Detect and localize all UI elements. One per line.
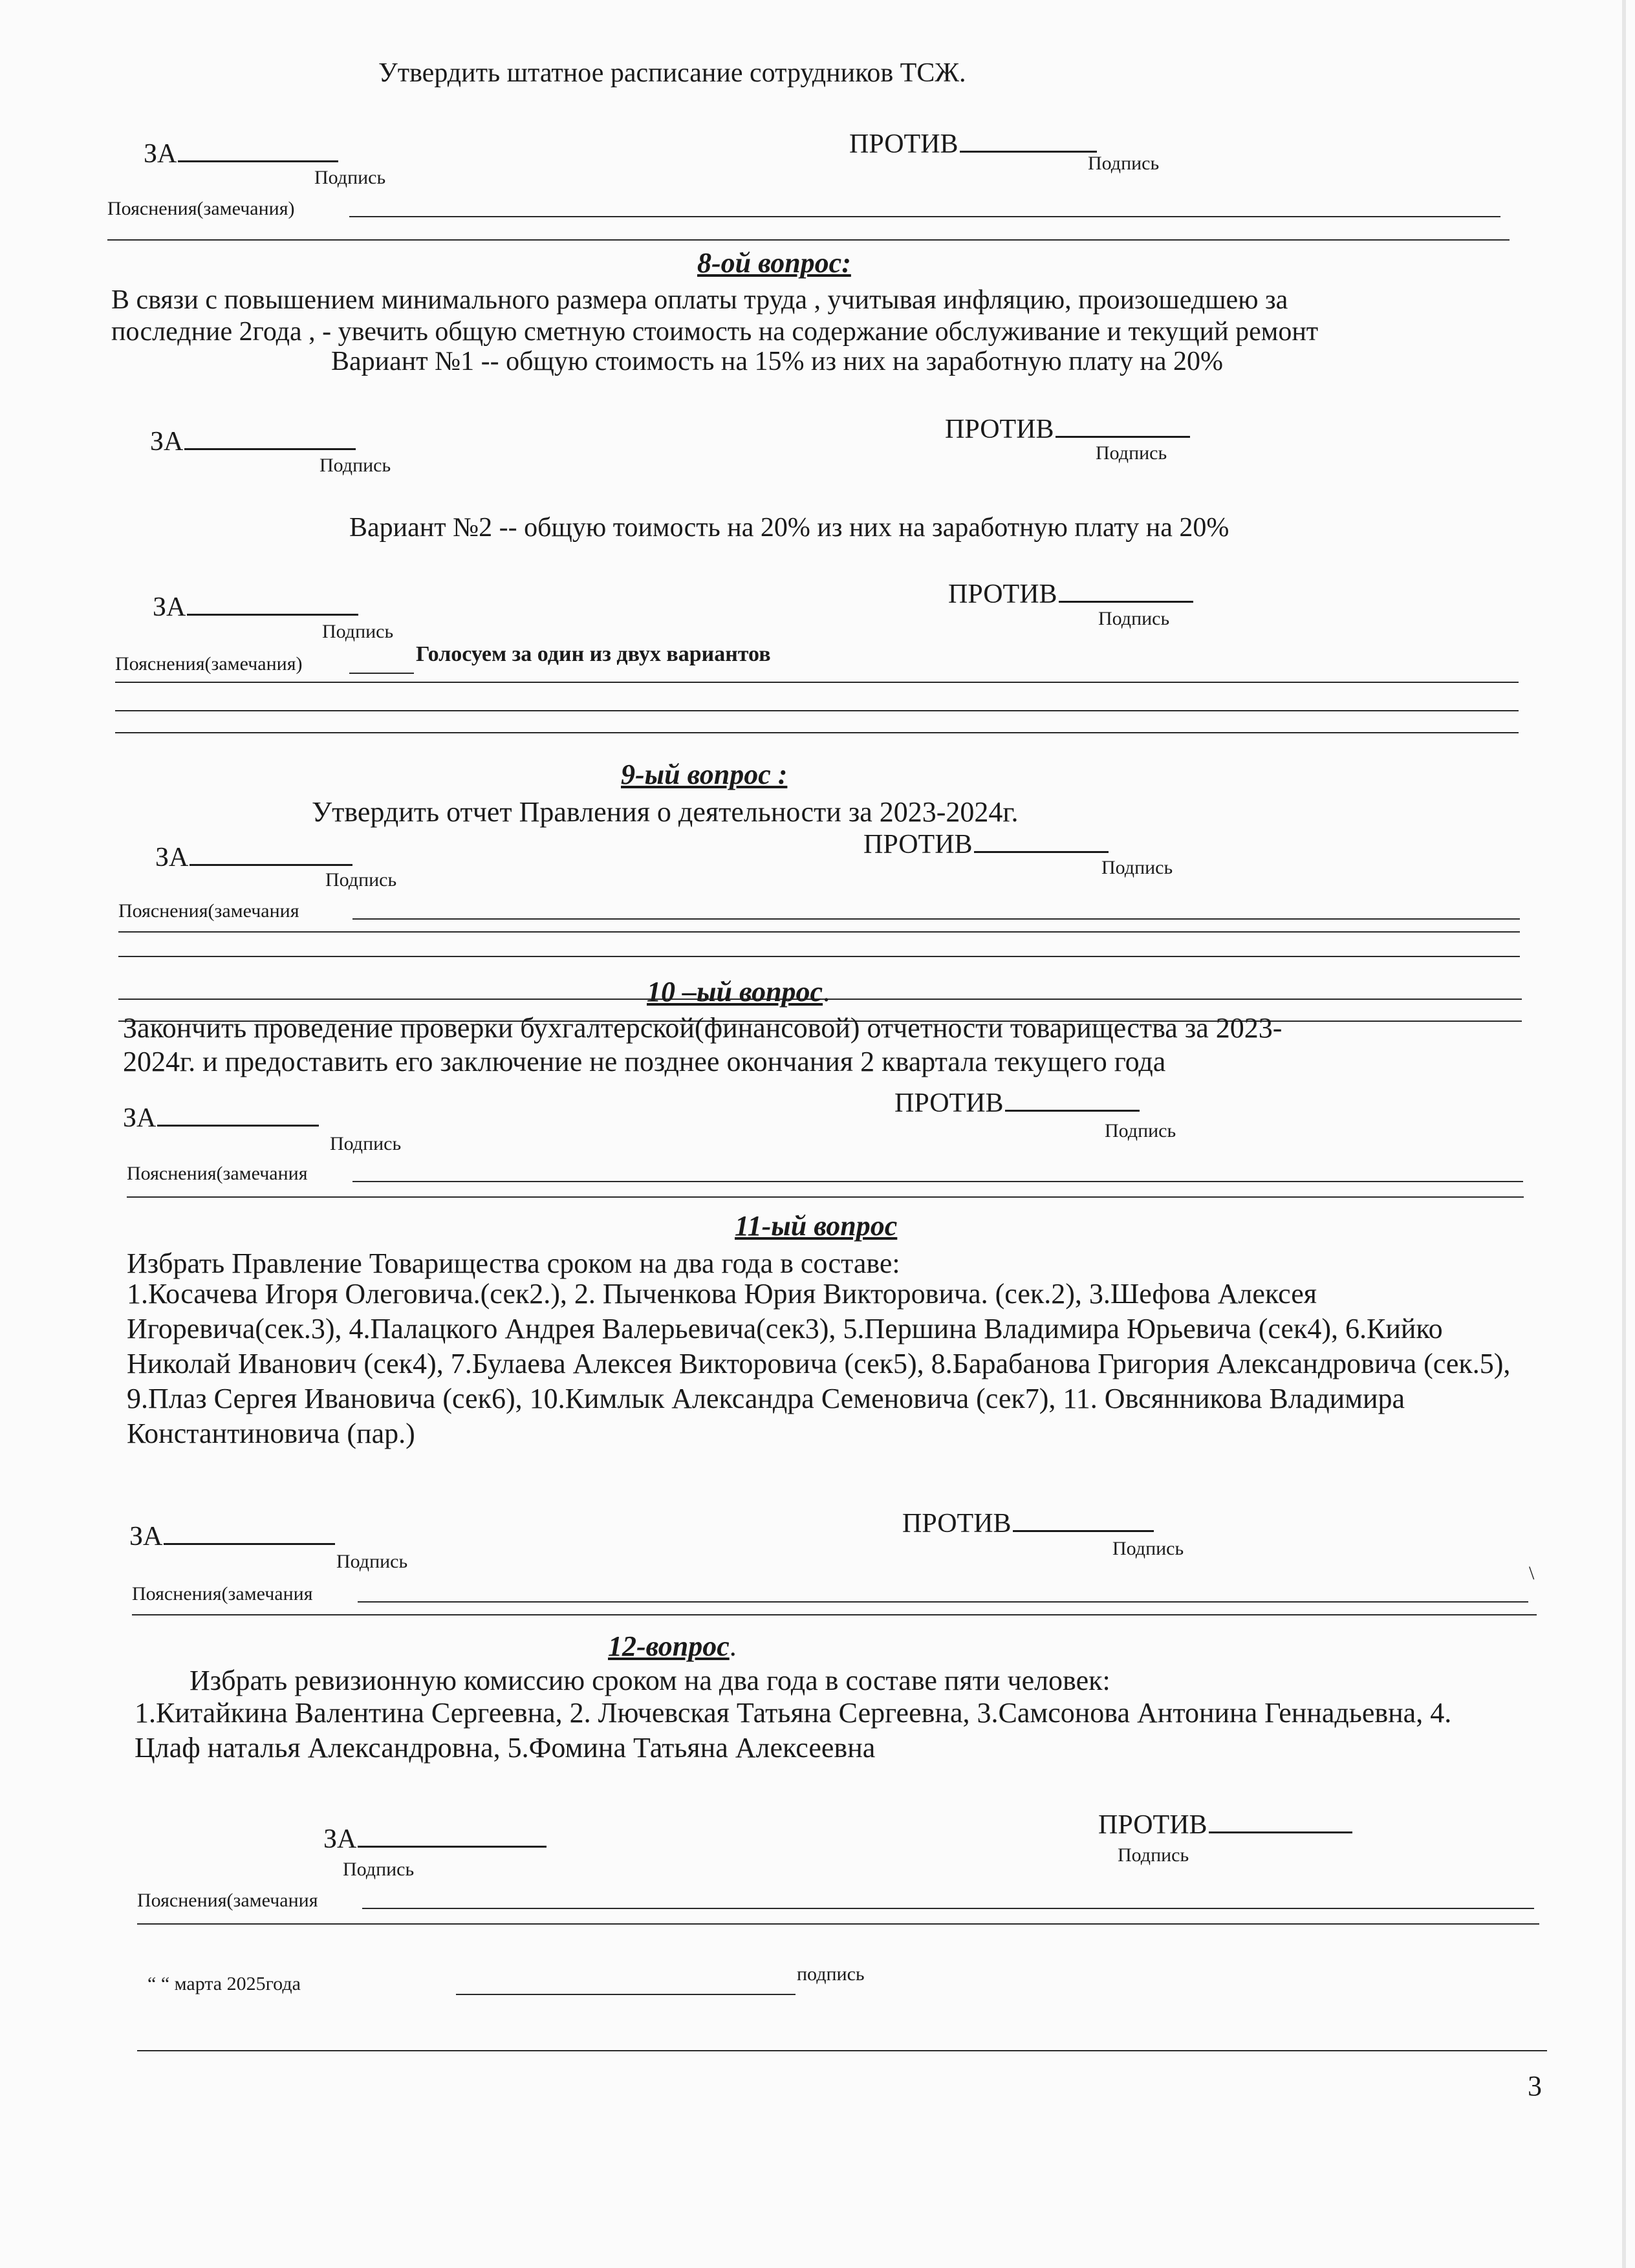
za-label: ЗА <box>323 1824 357 1854</box>
q11-notes-line[interactable] <box>358 1601 1528 1603</box>
q10-notes-line[interactable] <box>352 1181 1523 1182</box>
q8-line1: В связи с повышением минимального размера оплаты труда , учитывая инфляцию, произошедшею за <box>111 285 1288 315</box>
q9-notes-line[interactable] <box>352 918 1520 920</box>
za-label: ЗА <box>123 1103 157 1133</box>
q9-notes-line-2[interactable] <box>118 931 1520 933</box>
protiv-signature-line[interactable] <box>1059 578 1193 603</box>
za-signature-line[interactable] <box>358 1822 547 1848</box>
q9-protiv <box>863 828 1109 858</box>
q8-notes-line[interactable] <box>115 682 1519 683</box>
top-notes-label: Пояснения(замечания) <box>107 198 295 219</box>
q8-variant1: Вариант №1 -- общую стоимость на 15% из них на заработную плату на 20% <box>331 347 1223 376</box>
q10-notes-label: Пояснения(замечания <box>127 1163 308 1184</box>
za-signature-line[interactable] <box>157 1101 319 1127</box>
footer-signature-label: подпись <box>797 1963 865 1985</box>
top-notes-line[interactable] <box>349 216 1500 217</box>
q11-backslash-mark: \ <box>1529 1562 1535 1584</box>
za-signature-line[interactable] <box>184 425 356 450</box>
protiv-label: ПРОТИВ <box>863 830 973 859</box>
q12-members: 1.Китайкина Валентина Сергеевна, 2. Лючевская Татьяна Сергеевна, 3.Самсонова Антонина Геннадьевна, 4. Цлаф наталья Александровна, 5.Фомина Татьяна Алексеевна <box>135 1697 1452 1764</box>
protiv-signature-line[interactable] <box>960 127 1097 153</box>
q12-intro: Избрать ревизионную комиссию сроком на два года в составе пяти человек: <box>189 1665 1110 1696</box>
q10-title-suffix: . <box>823 976 830 1008</box>
q9-notes-line-3[interactable] <box>118 956 1520 957</box>
q8-podpis-left-2: Подпись <box>322 621 394 642</box>
q10-line2: 2024г. и предоставить его заключение не позднее окончания 2 квартала текущего года <box>123 1046 1166 1077</box>
q10-notes-line-2[interactable] <box>127 1196 1524 1198</box>
q12-title-wrap <box>608 1632 737 1661</box>
protiv-label: ПРОТИВ <box>1098 1810 1207 1840</box>
q12-podpis-left: Подпись <box>343 1859 415 1880</box>
protiv-signature-line[interactable] <box>1056 413 1190 438</box>
q8-podpis-right: Подпись <box>1096 442 1167 464</box>
footer-date: “ “ марта 2025года <box>147 1973 301 1994</box>
q11-za <box>129 1520 335 1550</box>
page-number: 3 <box>1528 2070 1542 2102</box>
q10-za <box>123 1101 319 1132</box>
q10-podpis-left: Подпись <box>330 1133 402 1154</box>
q12-notes-line-2[interactable] <box>137 1923 1539 1925</box>
q8-title: 8-ой вопрос: <box>697 247 851 279</box>
q11-podpis-right: Подпись <box>1112 1538 1184 1559</box>
q11-notes-label: Пояснения(замечания <box>132 1583 313 1604</box>
q9-title: 9-ый вопрос : <box>621 759 788 790</box>
za-label: ЗА <box>150 427 184 457</box>
q11-podpis-left: Подпись <box>336 1551 408 1572</box>
protiv-label: ПРОТИВ <box>945 415 1054 444</box>
q11-notes-line-2[interactable] <box>132 1614 1537 1615</box>
q12-za <box>323 1822 547 1853</box>
q8-za-2 <box>153 590 358 621</box>
q12-notes-label: Пояснения(замечания <box>137 1890 318 1911</box>
q12-protiv <box>1098 1808 1352 1839</box>
q8-notes-line-3[interactable] <box>115 732 1519 733</box>
top-za <box>144 137 338 167</box>
za-signature-line[interactable] <box>189 841 352 866</box>
q12-title-suffix: . <box>729 1630 737 1662</box>
top-notes-line-2[interactable] <box>107 239 1510 241</box>
q10-podpis-right: Подпись <box>1105 1120 1176 1141</box>
top-statement: Утвердить штатное расписание сотрудников ТСЖ. <box>378 58 966 88</box>
q12-podpis-right: Подпись <box>1118 1844 1189 1866</box>
q8-variant2: Вариант №2 -- общую тоимость на 20% из них на заработную плату на 20% <box>349 513 1229 543</box>
q8-notes-label: Пояснения(замечания) <box>115 653 303 675</box>
q8-za <box>150 425 356 455</box>
za-signature-line[interactable] <box>164 1520 335 1545</box>
q12-title: 12-вопрос <box>608 1630 730 1662</box>
protiv-signature-line[interactable] <box>1005 1086 1140 1112</box>
q10-protiv <box>894 1086 1140 1117</box>
za-label: ЗА <box>144 139 177 169</box>
q9-notes-label: Пояснения(замечания <box>118 900 299 922</box>
za-label: ЗА <box>129 1522 163 1551</box>
protiv-label: ПРОТИВ <box>894 1088 1004 1118</box>
q8-podpis-left: Подпись <box>319 455 391 476</box>
q9-za <box>155 841 352 871</box>
q10-line1: Закончить проведение проверки бухгалтерской(финансовой) отчетности товарищества за 2023- <box>123 1012 1283 1044</box>
q8-notes-line-2[interactable] <box>115 710 1519 711</box>
protiv-signature-line[interactable] <box>974 828 1109 853</box>
q9-podpis-left: Подпись <box>325 869 397 891</box>
q9-podpis-right: Подпись <box>1101 857 1173 878</box>
q11-intro: Избрать Правление Товарищества сроком на два года в составе: <box>127 1247 900 1279</box>
q11-protiv <box>902 1507 1154 1537</box>
footer-bottom-line <box>137 2050 1547 2051</box>
q8-protiv-2 <box>948 578 1193 608</box>
za-signature-line[interactable] <box>187 590 358 616</box>
protiv-signature-line[interactable] <box>1209 1808 1352 1833</box>
top-protiv <box>849 127 1097 158</box>
q9-statement: Утвердить отчет Правления о деятельности за 2023-2024г. <box>312 796 1019 828</box>
scan-edge <box>1622 0 1626 2268</box>
protiv-signature-line[interactable] <box>1013 1507 1154 1532</box>
q8-notes-short-line[interactable] <box>349 673 414 674</box>
top-podpis-left: Подпись <box>314 167 386 188</box>
protiv-label: ПРОТИВ <box>902 1509 1012 1539</box>
footer-signature-line[interactable] <box>456 1994 796 1995</box>
q8-line2: последние 2года , - увечить общую сметную стоимость на содержание обслуживание и текущий ремонт <box>111 317 1319 347</box>
q11-candidates: 1.Косачева Игоря Олеговича.(сек2.), 2. Пыченкова Юрия Викторовича. (сек.2), 3.Шефова Алексея Игоревича(сек.3), 4.Палацкого Андрея Валерьевича(сек3), 5.Першина Владимира Юрьевича (сек4), 6.Кийко Николай Иванович (сек4), 7.Булаева Алексея Викторовича (сек5), 8.Барабанова Григория Александровича (сек.5), 9.Плаз Сергея Ивановича (сек6), 10.Кимлык Александра Семеновича (сек7), 11. Овсянникова Владимира Константиновича (пар.) <box>127 1278 1511 1449</box>
q8-notes-value: Голосуем за один из двух вариантов <box>416 642 771 666</box>
za-label: ЗА <box>153 592 186 622</box>
protiv-label: ПРОТИВ <box>849 129 958 159</box>
q10-title: 10 –ый вопрос <box>647 976 823 1008</box>
q12-notes-line[interactable] <box>362 1908 1534 1909</box>
q11-title: 11-ый вопрос <box>735 1210 898 1242</box>
protiv-label: ПРОТИВ <box>948 579 1057 609</box>
q10-title-wrap <box>647 978 830 1006</box>
q8-protiv <box>945 413 1190 443</box>
za-label: ЗА <box>155 843 189 872</box>
q8-podpis-right-2: Подпись <box>1098 608 1170 629</box>
za-signature-line[interactable] <box>178 137 338 162</box>
top-podpis-right: Подпись <box>1088 153 1160 174</box>
